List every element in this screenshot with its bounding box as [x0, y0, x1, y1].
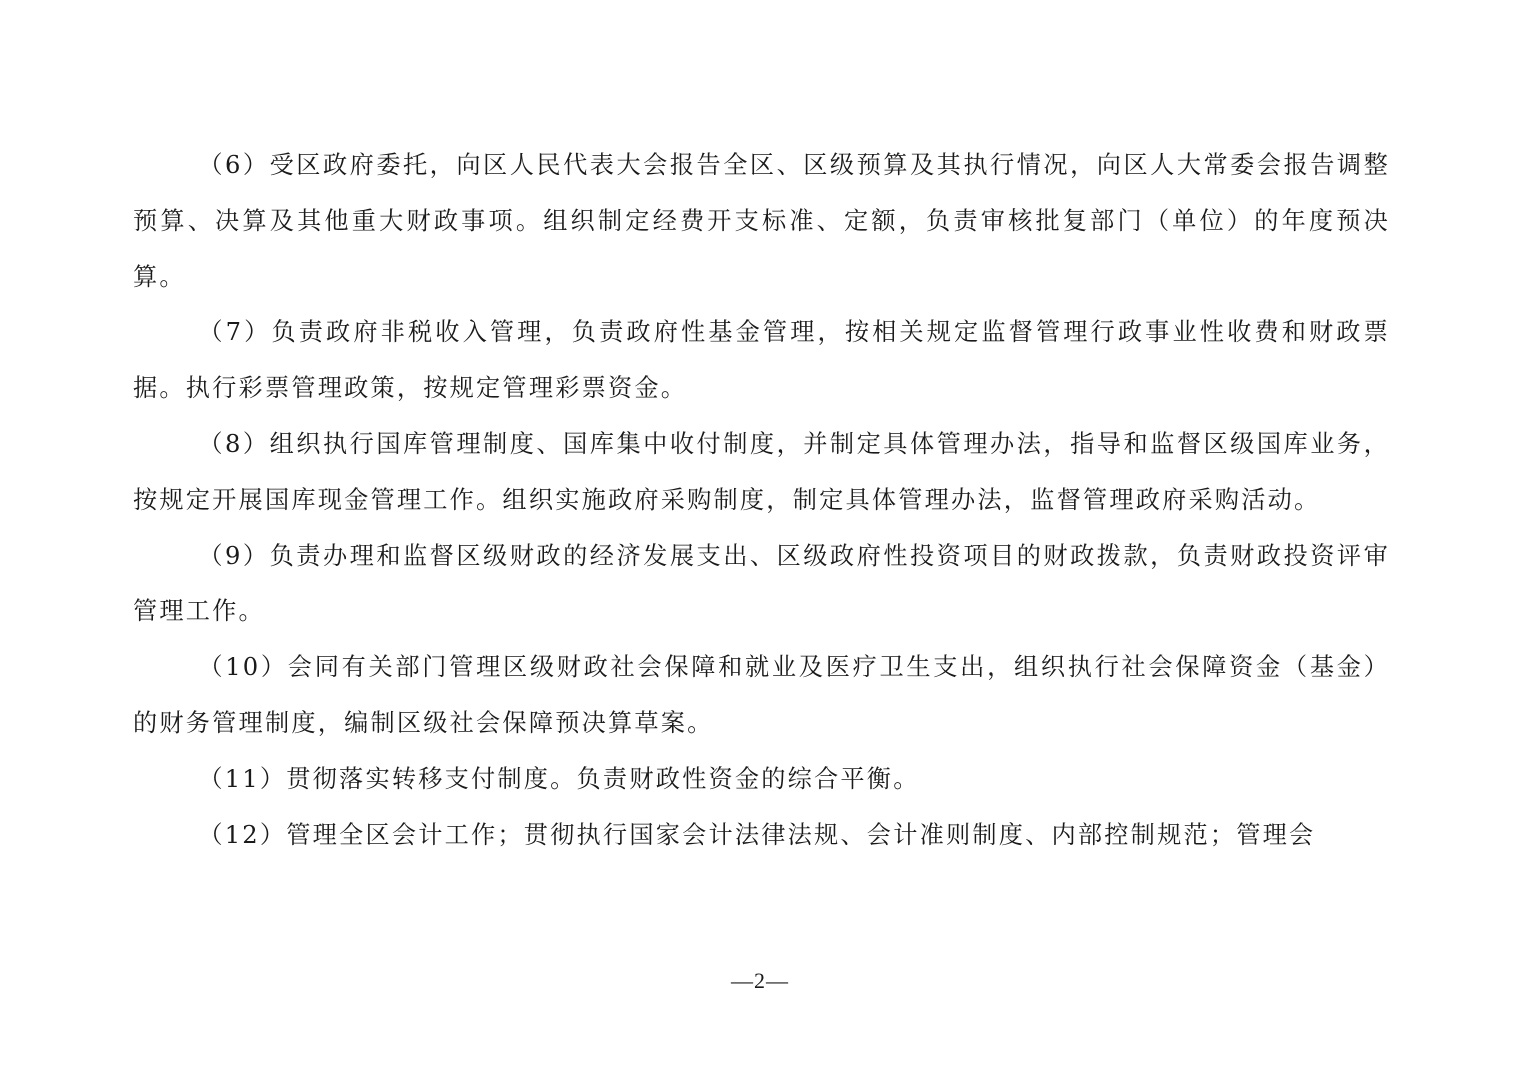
page-number: —2—	[731, 968, 789, 993]
paragraph-item-7: （7）负责政府非税收入管理，负责政府性基金管理，按相关规定监督管理行政事业性收费和财政票据。执行彩票管理政策，按规定管理彩票资金。	[133, 318, 1390, 403]
paragraph-item-6: （6）受区政府委托，向区人民代表大会报告全区、区级预算及其执行情况，向区人大常委会报告调整预算、决算及其他重大财政事项。组织制定经费开支标准、定额，负责审核批复部门（单位）的年度预决算。	[133, 151, 1390, 291]
paragraph-item-12: （12）管理全区会计工作；贯彻执行国家会计法律法规、会计准则制度、内部控制规范；管理会	[198, 820, 1316, 849]
paragraph-item-8: （8）组织执行国库管理制度、国库集中收付制度，并制定具体管理办法，指导和监督区级国库业务，按规定开展国库现金管理工作。组织实施政府采购制度，制定具体管理办法，监督管理政府采购活动。	[133, 429, 1390, 514]
paragraph-item-11: （11）贯彻落实转移支付制度。负责财政性资金的综合平衡。	[198, 764, 920, 793]
paragraph-item-10: （10）会同有关部门管理区级财政社会保障和就业及医疗卫生支出，组织执行社会保障资金（基金）的财务管理制度，编制区级社会保障预决算草案。	[133, 653, 1390, 737]
document-body	[133, 138, 1390, 863]
paragraph-item-9: （9）负责办理和监督区级财政的经济发展支出、区级政府性投资项目的财政拨款，负责财政投资评审管理工作。	[133, 541, 1390, 626]
